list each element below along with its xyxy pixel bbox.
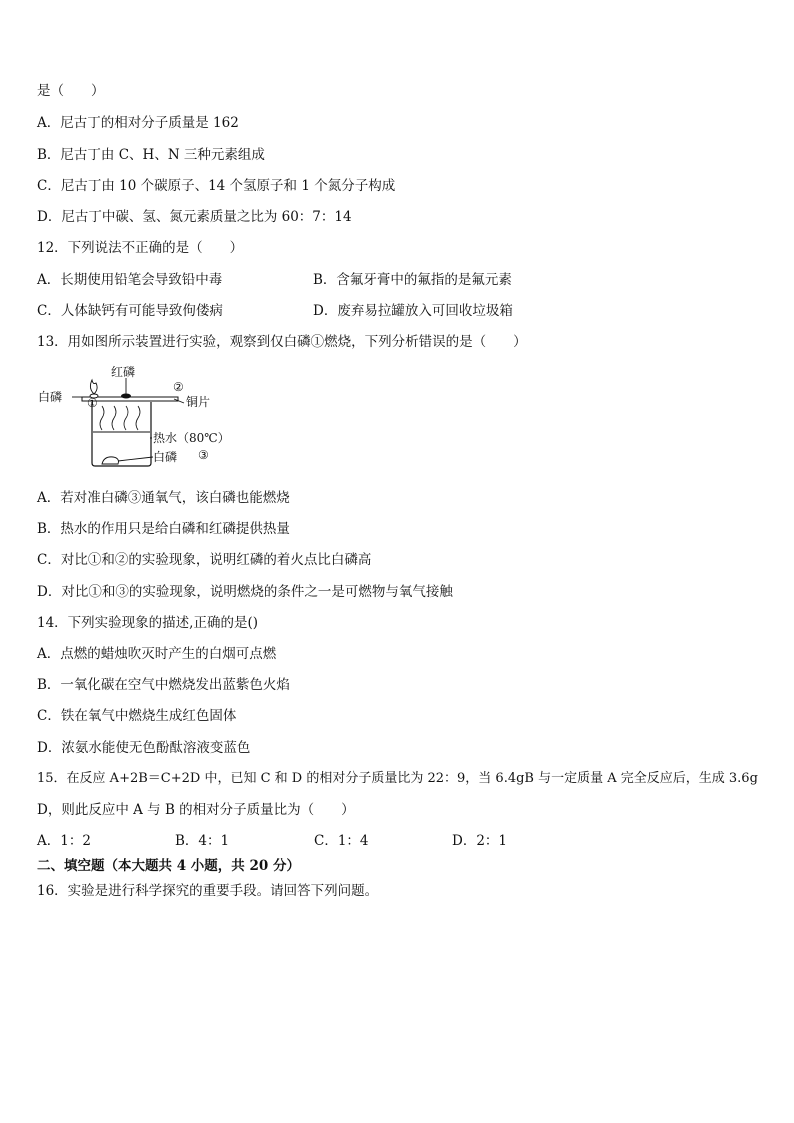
vapor-line-2 [112, 406, 116, 430]
q12-option-b: B．含氟牙膏中的氟指的是氟元素 [313, 272, 512, 288]
q12-option-a: A．长期使用铅笔会导致铅中毒 [37, 272, 223, 288]
flame-icon [90, 380, 97, 394]
q12-option-d: D．废弃易拉罐放入可回收垃圾箱 [313, 303, 513, 319]
red-phosphorus [121, 394, 131, 399]
mark-2: ② [173, 380, 184, 394]
vapor-line-4 [136, 406, 140, 430]
mark-1: ① [87, 396, 98, 410]
vapor-line-1 [100, 406, 104, 430]
white-phosphorus-3 [102, 457, 118, 464]
q16-stem: 16．实验是进行科学探究的重要手段。请回答下列问题。 [37, 883, 379, 899]
q14-option-a: A．点燃的蜡烛吹灭时产生的白烟可点燃 [37, 646, 277, 662]
label-white-phosphorus-left: 白磷 [38, 390, 63, 404]
q13-option-b: B．热水的作用只是给白磷和红磷提供热量 [37, 521, 290, 537]
q13-option-d: D．对比①和③的实验现象，说明燃烧的条件之一是可燃物与氧气接触 [37, 584, 453, 600]
q15-stem-line2: D，则此反应中 A 与 B 的相对分子质量比为（ ） [37, 802, 355, 818]
q14-option-c: C．铁在氧气中燃烧生成红色固体 [37, 708, 237, 724]
q15-option-d: D．2：1 [452, 833, 508, 849]
beaker [92, 402, 151, 466]
q14-option-d: D．浓氨水能使无色酚酞溶液变蓝色 [37, 740, 251, 756]
q14-option-b: B．一氧化碳在空气中燃烧发出蓝紫色火焰 [37, 677, 290, 693]
label-white-phosphorus-bottom: 白磷 [153, 450, 178, 464]
label-copper: 铜片 [186, 395, 211, 409]
combustion-apparatus-figure [36, 360, 236, 470]
mark-3: ③ [198, 448, 209, 462]
q13-option-c: C．对比①和②的实验现象，说明红磷的着火点比白磷高 [37, 552, 372, 568]
q15-option-c: C．1：4 [314, 833, 369, 849]
label-red-phosphorus: 红磷 [111, 365, 136, 379]
q11-option-c: C．尼古丁由 10 个碳原子、14 个氢原子和 1 个氮分子构成 [37, 178, 396, 194]
q15-stem-line1: 15．在反应 A+2B＝C+2D 中，已知 C 和 D 的相对分子质量比为 22：9，当 6.4gB 与一定质量 A 完全反应后，生成 3.6g [37, 771, 758, 786]
q12-option-c: C．人体缺钙有可能导致佝偻病 [37, 303, 223, 319]
label-hot-water: 热水（80℃） [153, 431, 230, 445]
vapor-line-3 [124, 406, 128, 430]
q11-option-d: D．尼古丁中碳、氢、氮元素质量之比为 60：7：14 [37, 209, 352, 225]
q11-option-b: B．尼古丁由 C、H、N 三种元素组成 [37, 147, 265, 163]
q15-option-a: A．1：2 [37, 833, 91, 849]
q13-stem: 13．用如图所示装置进行实验，观察到仅白磷①燃烧，下列分析错误的是（ ） [37, 334, 527, 350]
q14-stem: 14．下列实验现象的描述,正确的是() [37, 615, 259, 631]
q12-stem: 12．下列说法不正确的是（ ） [37, 240, 244, 256]
section2-heading: 二、填空题（本大题共 4 小题，共 20 分） [37, 858, 300, 874]
q15-option-b: B．4：1 [175, 833, 230, 849]
q11-option-a: A．尼古丁的相对分子质量是 162 [37, 115, 239, 131]
q13-option-a: A．若对准白磷③通氧气，该白磷也能燃烧 [37, 490, 290, 506]
white-p-bottom-pointer [118, 457, 153, 461]
q11-stem-tail: 是（ ） [37, 83, 105, 99]
